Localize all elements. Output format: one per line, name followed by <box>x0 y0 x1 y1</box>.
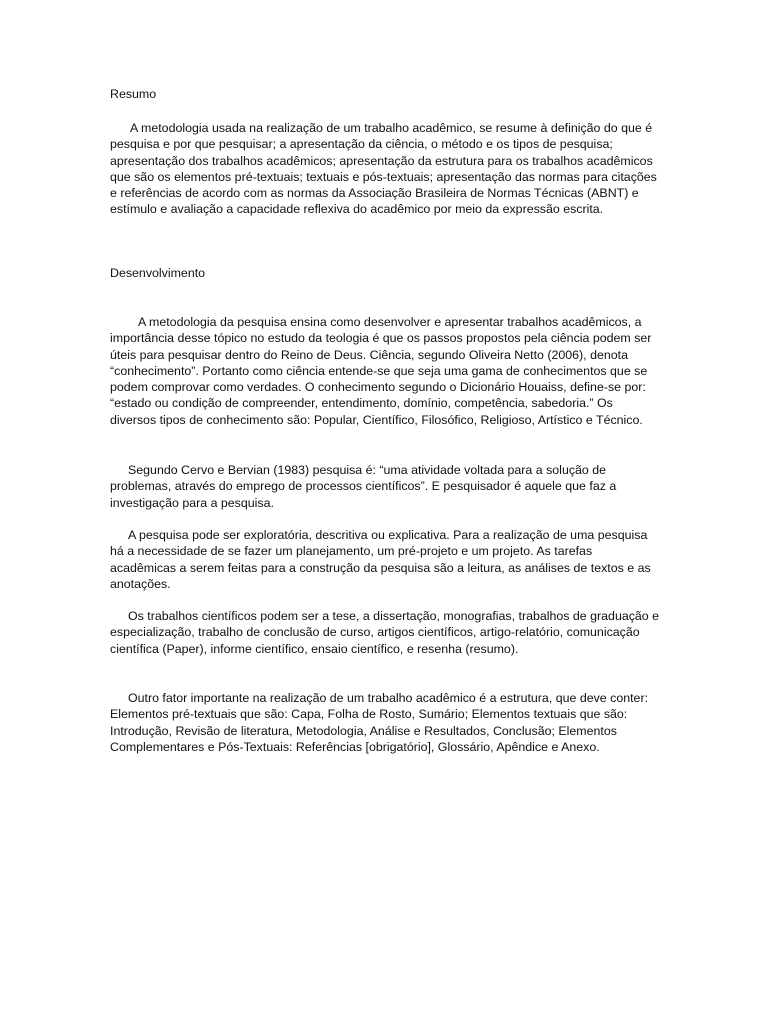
desenvolvimento-paragraph-1: A metodologia da pesquisa ensina como desenvolver e apresentar trabalhos acadêmicos, a importância desse tópico no estudo da teologia é que os passos propostos pela ciência podem ser úteis para pesquisar dentro do Reino de Deus. Ciência, segundo Oliveira Netto (2006), denota “conhecimento”. Portanto como ciência entende-se que seja uma gama de conhecimentos que se podem comprovar como verdades. O conhecimento segundo o Dicionário Houaiss, define-se por: “estado ou condição de compreender, entendimento, domínio, competência, sabedoria.” Os diversos tipos de conhecimento são: Popular, Científico, Filosófico, Religioso, Artístico e Técnico. <box>110 315 652 427</box>
resumo-heading: Resumo <box>110 87 157 101</box>
desenvolvimento-paragraph-2-block <box>110 462 660 511</box>
desenvolvimento-paragraph-3: A pesquisa pode ser exploratória, descritiva ou explicativa. Para a realização de uma pesquisa há a necessidade de se fazer um planejamento, um pré-projeto e um projeto. As tarefas acadêmicas a serem feitas para a construção da pesquisa são a leitura, as análises de textos e as anotações. <box>110 528 651 591</box>
desenvolvimento-paragraph-4-block <box>110 608 660 657</box>
desenvolvimento-heading: Desenvolvimento <box>110 266 206 280</box>
desenvolvimento-paragraph-5: Outro fator importante na realização de um trabalho acadêmico é a estrutura, que deve conter: Elementos pré-textuais que são: Capa, Folha de Rosto, Sumário; Elementos textuais que são: Introdução, Revisão de literatura, Metodologia, Análise e Resultados, Conclusão; Elementos Complementares e Pós-Textuais: Referências [obrigatório], Glossário, Apêndice e Anexo. <box>110 691 649 754</box>
desenvolvimento-paragraph-1-block <box>110 314 660 428</box>
desenvolvimento-paragraph-5-block <box>110 690 660 755</box>
resumo-paragraph: A metodologia usada na realização de um trabalho acadêmico, se resume à definição do que é pesquisa e por que pesquisar; a apresentação da ciência, o método e os tipos de pesquisa; apresentação dos trabalhos acadêmicos; apresentação da estrutura para os trabalhos acadêmicos que são os elementos pré-textuais; textuais e pós-textuais; apresentação das normas para citações e referências de acordo com as normas da Associação Brasileira de Normas Técnicas (ABNT) e estímulo e avaliação a capacidade reflexiva do acadêmico por meio da expressão escrita. <box>110 121 657 217</box>
desenvolvimento-paragraph-4: Os trabalhos científicos podem ser a tese, a dissertação, monografias, trabalhos de graduação e especialização, trabalho de conclusão de curso, artigos científicos, artigo-relatório, comunicação científica (Paper), informe científico, ensaio científico, e resenha (resumo). <box>110 609 660 656</box>
desenvolvimento-paragraph-3-block <box>110 527 660 592</box>
resumo-paragraph-block <box>110 120 660 218</box>
desenvolvimento-paragraph-2: Segundo Cervo e Bervian (1983) pesquisa é: “uma atividade voltada para a solução de problemas, através do emprego de processos científicos”. E pesquisador é aquele que faz a investigação para a pesquisa. <box>110 463 617 510</box>
